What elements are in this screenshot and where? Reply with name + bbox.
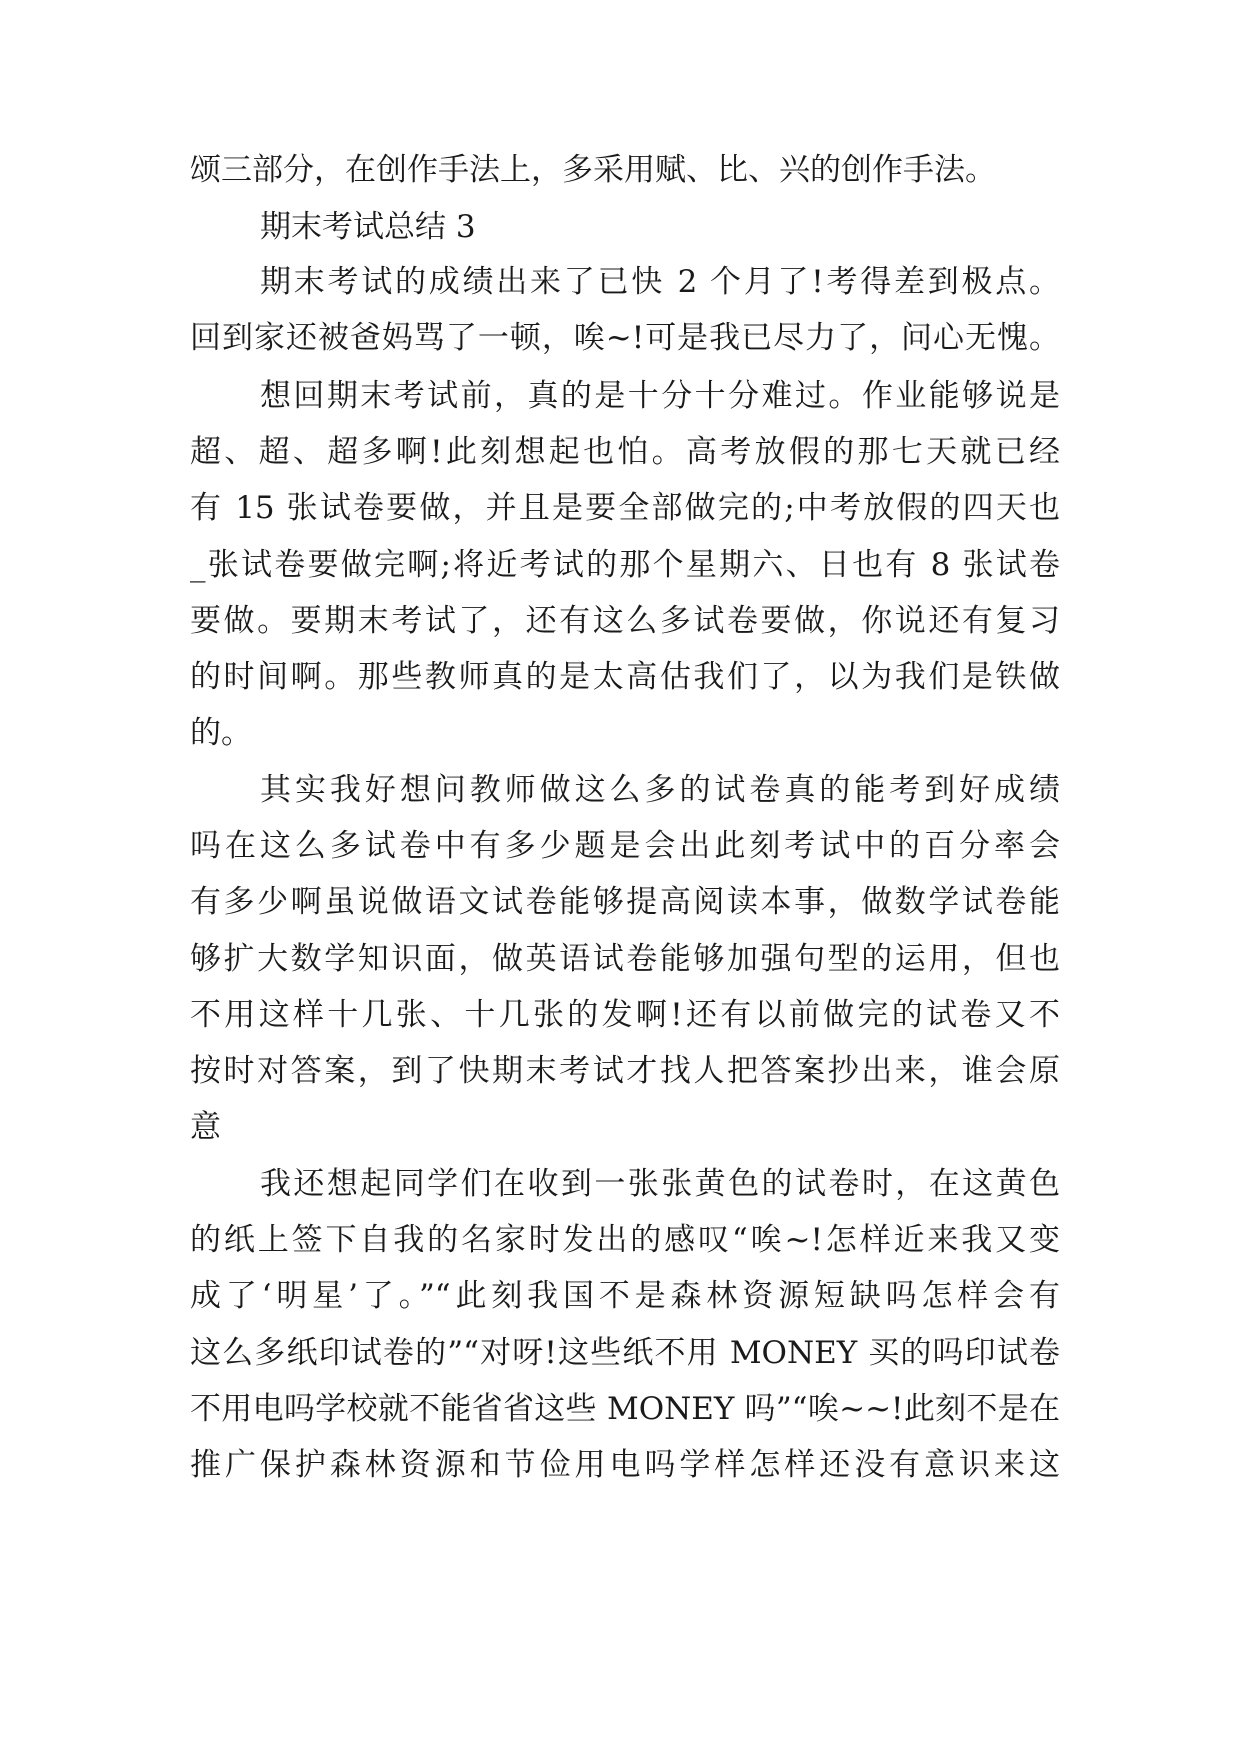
text-line: 推广保护森林资源和节俭用电吗学样怎样还没有意识来这 [190, 1447, 1060, 1483]
text-line: 这么多纸印试卷的”“对呀!这些纸不用 MONEY 买的吗印试卷 [190, 1335, 1060, 1371]
text-line: 的。 [190, 715, 252, 751]
text-line: 的纸上签下自我的名家时发出的感叹“唉~!怎样近来我又变 [190, 1222, 1060, 1258]
text-line: 意 [190, 1109, 221, 1145]
text-line: 回到家还被爸妈骂了一顿，唉~!可是我已尽力了，问心无愧。 [190, 320, 1060, 356]
text-line: 不用电吗学校就不能省省这些 MONEY 吗”“唉~~!此刻不是在 [190, 1391, 1060, 1427]
text-line: 吗在这么多试卷中有多少题是会出此刻考试中的百分率会 [190, 828, 1060, 864]
text-line: 要做。要期末考试了，还有这么多试卷要做，你说还有复习 [190, 603, 1060, 639]
text-line: _张试卷要做完啊;将近考试的那个星期六、日也有 8 张试卷 [190, 547, 1060, 583]
section-heading: 期末考试总结 3 [260, 209, 476, 245]
text-line: 有多少啊虽说做语文试卷能够提高阅读本事，做数学试卷能 [190, 884, 1060, 920]
text-line: 有 15 张试卷要做，并且是要全部做完的;中考放假的四天也 [190, 490, 1060, 526]
text-line: 的时间啊。那些教师真的是太高估我们了，以为我们是铁做 [190, 659, 1060, 695]
text-line: 成了‘明星’了。”“此刻我国不是森林资源短缺吗怎样会有 [190, 1278, 1060, 1314]
text-line: 按时对答案，到了快期末考试才找人把答案抄出来，谁会原 [190, 1053, 1060, 1089]
text-line: 够扩大数学知识面，做英语试卷能够加强句型的运用，但也 [190, 941, 1060, 977]
text-line: 颂三部分，在创作手法上，多采用赋、比、兴的创作手法。 [190, 152, 996, 188]
text-line: 我还想起同学们在收到一张张黄色的试卷时，在这黄色 [260, 1166, 1060, 1202]
text-line: 不用这样十几张、十几张的发啊!还有以前做完的试卷又不 [190, 997, 1060, 1033]
text-line: 想回期末考试前，真的是十分十分难过。作业能够说是 [260, 378, 1060, 414]
text-line: 期末考试的成绩出来了已快 2 个月了!考得差到极点。 [260, 264, 1060, 300]
text-line: 超、超、超多啊!此刻想起也怕。高考放假的那七天就已经 [190, 434, 1060, 470]
text-line: 其实我好想问教师做这么多的试卷真的能考到好成绩 [260, 772, 1060, 808]
